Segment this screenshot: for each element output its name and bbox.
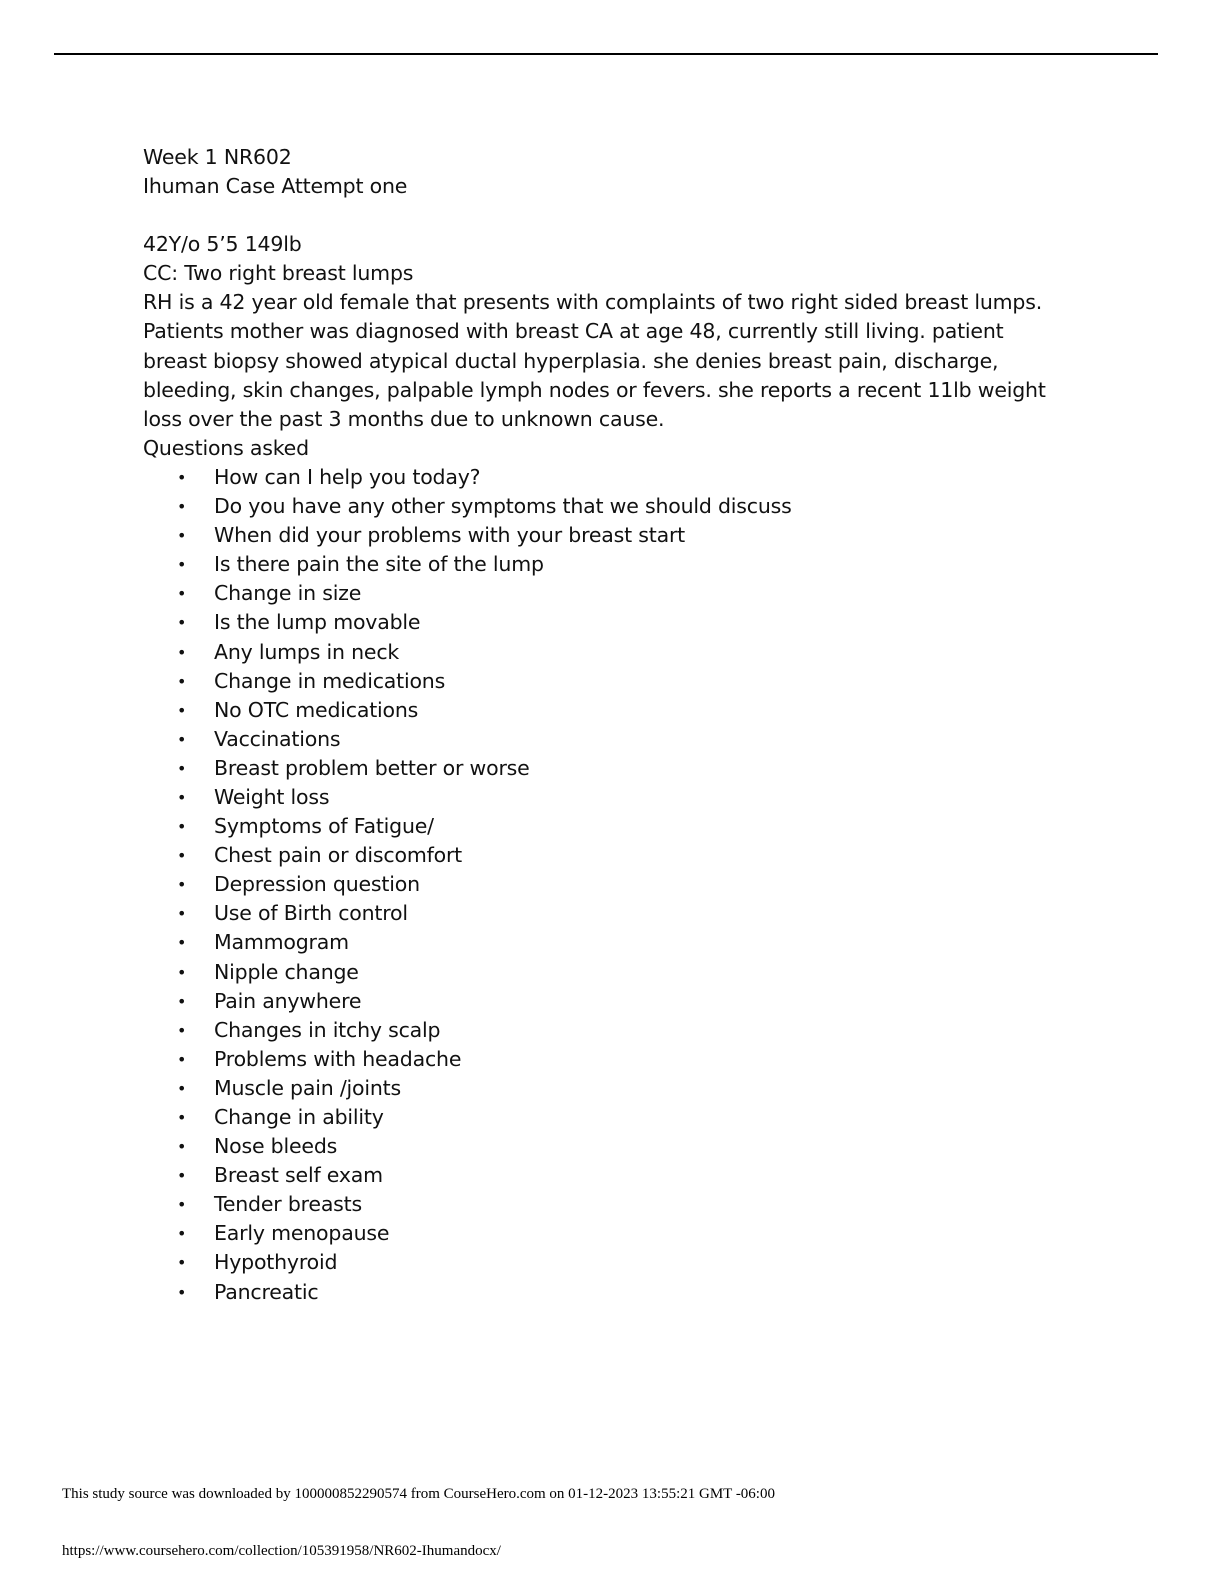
question-text: Breast problem better or worse bbox=[214, 755, 530, 780]
question-item bbox=[143, 638, 1103, 667]
bullet-icon: • bbox=[177, 584, 187, 604]
question-text: Hypothyroid bbox=[214, 1250, 338, 1275]
bullet-icon: • bbox=[177, 1137, 187, 1157]
question-item bbox=[143, 1045, 1103, 1074]
question-text: Nipple change bbox=[214, 959, 359, 984]
chief-complaint: CC: Two right breast lumps bbox=[143, 261, 414, 286]
question-text: Change in ability bbox=[214, 1105, 384, 1129]
question-item bbox=[143, 783, 1103, 812]
bullet-icon: • bbox=[177, 1078, 187, 1098]
question-text: Change in size bbox=[214, 581, 362, 606]
question-item bbox=[143, 1161, 1103, 1190]
question-text: Problems with headache bbox=[214, 1046, 462, 1071]
question-text: How can I help you today? bbox=[214, 464, 481, 489]
question-text: Changes in itchy scalp bbox=[214, 1017, 441, 1042]
question-item bbox=[143, 812, 1103, 841]
bullet-icon: • bbox=[177, 526, 187, 546]
question-text: Muscle pain /joints bbox=[214, 1075, 401, 1100]
bullet-icon: • bbox=[177, 1049, 187, 1069]
bullet-icon: • bbox=[177, 613, 187, 633]
question-item bbox=[143, 1016, 1103, 1045]
question-text: When did your problems with your breast start bbox=[214, 523, 686, 548]
question-item bbox=[143, 870, 1103, 899]
question-item bbox=[143, 1103, 1103, 1132]
question-text: Tender breasts bbox=[214, 1192, 362, 1217]
question-item bbox=[143, 608, 1103, 637]
bullet-icon: • bbox=[177, 671, 187, 691]
bullet-icon: • bbox=[177, 904, 187, 924]
history-paragraph: RH is a 42 year old female that presents with complaints of two right sided breast lumps. Patients mother was diagnosed with breast CA at age 48, currently still living. patient breast biopsy showed atypical ductal hyperplasia. she denies breast pain, discharge, bleeding, skin changes, palpable lymph nodes or fevers. she reports a recent 11lb weight loss over the past 3 months due to unknown cause. bbox=[143, 290, 1046, 431]
bullet-icon: • bbox=[177, 1253, 187, 1273]
question-text: Depression question bbox=[214, 872, 420, 897]
question-text: Chest pain or discomfort bbox=[214, 843, 463, 868]
question-text: Pancreatic bbox=[214, 1279, 319, 1304]
question-text: Use of Birth control bbox=[214, 901, 408, 926]
bullet-icon: • bbox=[177, 1195, 187, 1215]
question-text: Is the lump movable bbox=[214, 610, 421, 635]
question-item bbox=[143, 987, 1103, 1016]
document-body bbox=[143, 143, 1103, 1307]
bullet-icon: • bbox=[177, 875, 187, 895]
question-item bbox=[143, 928, 1103, 957]
bullet-icon: • bbox=[177, 991, 187, 1011]
bullet-icon: • bbox=[177, 962, 187, 982]
bullet-icon: • bbox=[177, 467, 187, 487]
question-item bbox=[143, 696, 1103, 725]
question-item bbox=[143, 754, 1103, 783]
question-item bbox=[143, 463, 1103, 492]
question-item bbox=[143, 667, 1103, 696]
question-item bbox=[143, 958, 1103, 987]
bullet-icon: • bbox=[177, 846, 187, 866]
bullet-icon: • bbox=[177, 817, 187, 837]
bullet-icon: • bbox=[177, 555, 187, 575]
patient-stats: 42Y/o 5’5 149lb bbox=[143, 232, 302, 257]
bullet-icon: • bbox=[177, 700, 187, 720]
question-item bbox=[143, 1248, 1103, 1277]
download-source-note: This study source was downloaded by 100000852290574 from CourseHero.com on 01-12-2023 13:55:21 GMT -06:00 bbox=[62, 1486, 775, 1502]
top-divider bbox=[54, 53, 1158, 55]
bullet-icon: • bbox=[177, 1020, 187, 1040]
question-item bbox=[143, 841, 1103, 870]
question-text: Symptoms of Fatigue/ bbox=[214, 814, 434, 839]
bullet-icon: • bbox=[177, 1282, 187, 1302]
blank-line bbox=[143, 201, 1103, 230]
question-text: Is there pain the site of the lump bbox=[214, 552, 544, 577]
bullet-icon: • bbox=[177, 933, 187, 953]
question-text: Any lumps in neck bbox=[214, 639, 400, 664]
question-item bbox=[143, 1074, 1103, 1103]
bullet-icon: • bbox=[177, 787, 187, 807]
question-text: Nose bleeds bbox=[214, 1134, 338, 1159]
document-title: Week 1 NR602 bbox=[143, 145, 292, 169]
question-text: Early menopause bbox=[214, 1221, 390, 1246]
question-text: Pain anywhere bbox=[214, 988, 362, 1013]
question-text: Weight loss bbox=[214, 784, 330, 809]
questions-list bbox=[143, 463, 1103, 1307]
question-text: Do you have any other symptoms that we should discuss bbox=[214, 494, 792, 519]
question-item bbox=[143, 1219, 1103, 1248]
question-item bbox=[143, 725, 1103, 754]
question-item bbox=[143, 579, 1103, 608]
question-item bbox=[143, 1132, 1103, 1161]
question-item bbox=[143, 550, 1103, 579]
question-item bbox=[143, 1190, 1103, 1219]
source-url[interactable]: https://www.coursehero.com/collection/105391958/NR602-Ihumandocx/ bbox=[62, 1543, 501, 1559]
bullet-icon: • bbox=[177, 1224, 187, 1244]
document-subtitle: Ihuman Case Attempt one bbox=[143, 174, 408, 199]
bullet-icon: • bbox=[177, 642, 187, 662]
question-item bbox=[143, 521, 1103, 550]
questions-heading: Questions asked bbox=[143, 435, 309, 460]
question-text: Breast self exam bbox=[214, 1163, 383, 1188]
question-item bbox=[143, 492, 1103, 521]
bullet-icon: • bbox=[177, 729, 187, 749]
question-item bbox=[143, 899, 1103, 928]
bullet-icon: • bbox=[177, 1166, 187, 1186]
question-text: Mammogram bbox=[214, 930, 349, 955]
question-item bbox=[143, 1278, 1103, 1307]
question-text: Change in medications bbox=[214, 668, 446, 693]
question-text: No OTC medications bbox=[214, 697, 419, 722]
question-text: Vaccinations bbox=[214, 726, 341, 751]
bullet-icon: • bbox=[177, 1108, 187, 1127]
bullet-icon: • bbox=[177, 497, 187, 517]
bullet-icon: • bbox=[177, 758, 187, 778]
